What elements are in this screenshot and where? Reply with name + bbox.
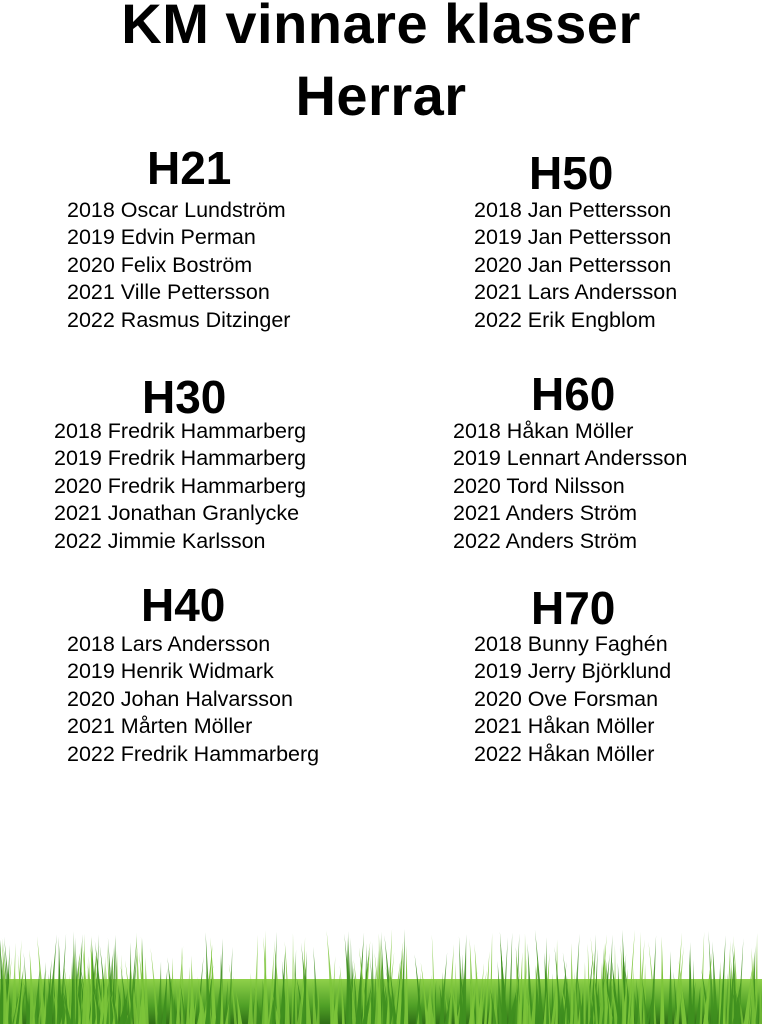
winner-entry: 2022 Rasmus Ditzinger xyxy=(67,307,291,332)
winner-entry: 2020 Jan Pettersson xyxy=(474,252,672,277)
winner-entry: 2018 Håkan Möller xyxy=(453,419,634,443)
winner-entry: 2021 Ville Pettersson xyxy=(67,280,270,305)
class-heading: H40 xyxy=(141,579,226,631)
winner-entry: 2021 Mårten Möller xyxy=(67,714,253,739)
winners-list xyxy=(474,631,671,768)
class-heading: H21 xyxy=(147,142,232,194)
winner-entry: 2019 Edvin Perman xyxy=(67,225,256,250)
page-subtitle: Herrar xyxy=(295,64,467,127)
winner-entry: 2022 Fredrik Hammarberg xyxy=(67,741,320,766)
winner-entry: 2021 Anders Ström xyxy=(453,501,638,526)
winner-entry: 2018 Jan Pettersson xyxy=(474,198,672,222)
grass-decoration xyxy=(0,924,762,1024)
winners-list xyxy=(54,418,306,555)
winner-entry: 2021 Håkan Möller xyxy=(474,714,655,739)
page-title: KM vinnare klasser xyxy=(121,0,641,55)
winner-entry: 2019 Jan Pettersson xyxy=(474,225,672,250)
winner-entry: 2020 Ove Forsman xyxy=(474,686,659,711)
class-heading: H70 xyxy=(531,582,616,634)
winner-entry: 2022 Jimmie Karlsson xyxy=(54,528,266,553)
class-heading: H30 xyxy=(142,371,227,423)
winners-list xyxy=(67,631,319,768)
winner-entry: 2021 Jonathan Granlycke xyxy=(54,501,300,526)
winners-list xyxy=(67,197,290,334)
winner-entry: 2019 Fredrik Hammarberg xyxy=(54,446,307,471)
winner-entry: 2019 Jerry Björklund xyxy=(474,659,672,684)
winner-entry: 2022 Håkan Möller xyxy=(474,741,655,766)
class-heading: H60 xyxy=(531,368,616,420)
winners-list xyxy=(474,197,677,334)
winner-entry: 2022 Erik Engblom xyxy=(474,307,656,332)
winner-entry: 2018 Fredrik Hammarberg xyxy=(54,419,307,443)
winner-entry: 2020 Tord Nilsson xyxy=(453,473,625,498)
winner-entry: 2020 Felix Boström xyxy=(67,252,253,277)
winner-entry: 2021 Lars Andersson xyxy=(474,280,678,305)
winners-list xyxy=(453,418,687,555)
winner-entry: 2019 Henrik Widmark xyxy=(67,659,274,684)
winner-entry: 2020 Johan Halvarsson xyxy=(67,686,293,711)
winner-entry: 2019 Lennart Andersson xyxy=(453,446,688,471)
winner-entry: 2020 Fredrik Hammarberg xyxy=(54,473,307,498)
winner-entry: 2022 Anders Ström xyxy=(453,528,638,553)
winner-entry: 2018 Bunny Faghén xyxy=(474,632,668,656)
class-heading: H50 xyxy=(529,147,614,199)
winner-entry: 2018 Lars Andersson xyxy=(67,632,271,656)
winner-entry: 2018 Oscar Lundström xyxy=(67,198,286,222)
